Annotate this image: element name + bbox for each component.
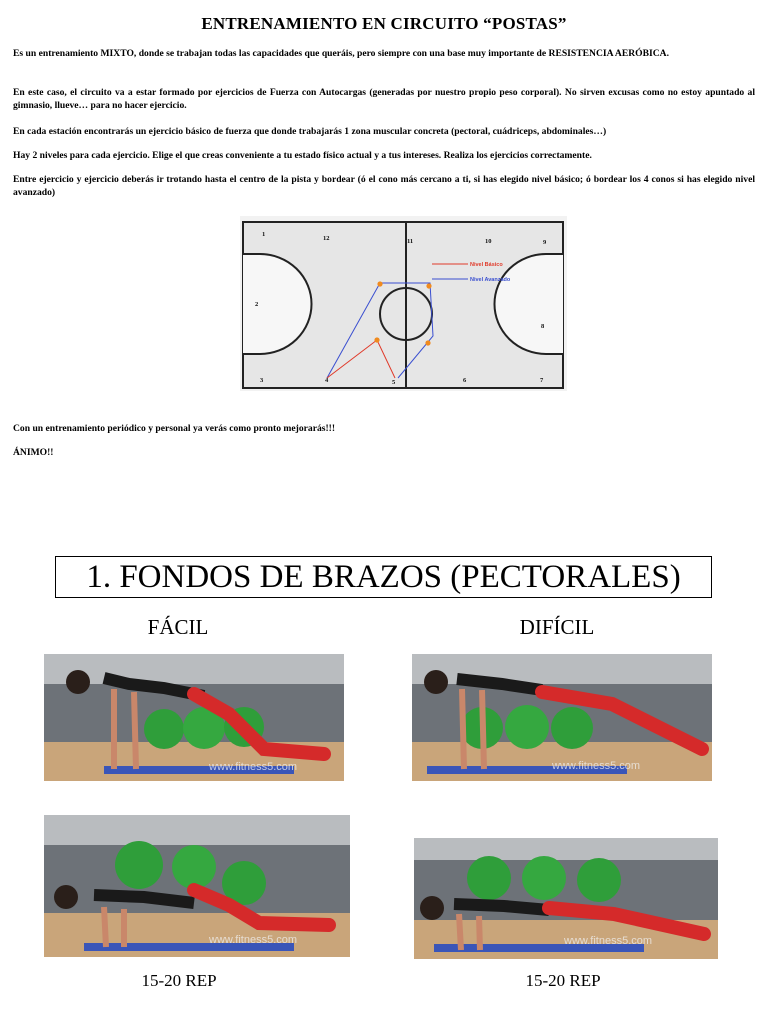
station-number: 12 <box>323 235 330 242</box>
cone-marker <box>377 281 382 286</box>
closing-line: Con un entrenamiento periódico y personal ya verás como pronto mejorarás!!! <box>13 423 336 434</box>
legend-basic-label: Nivel Básico <box>470 262 503 268</box>
station-number: 11 <box>407 238 414 245</box>
closing-cheer: ÁNIMO!! <box>13 447 54 458</box>
court-diagram-svg <box>240 216 567 391</box>
hard-level-label: DIFÍCIL <box>519 615 595 639</box>
easy-level-label: FÁCIL <box>147 615 209 639</box>
intro-paragraph-2: En este caso, el circuito va a estar formado por ejercicios de Fuerza con Autocargas (generadas por nuestro propio peso corporal). No sirven excusas como no estoy apuntado al gimnasio, llueve… para no hacer ejercicio. <box>13 87 755 111</box>
station-number: 2 <box>255 301 259 308</box>
court-diagram <box>240 216 567 391</box>
station-number: 9 <box>543 239 547 246</box>
cone-marker <box>374 337 379 342</box>
intro-paragraph-5: Entre ejercicio y ejercicio deberás ir trotando hasta el centro de la pista y bordear (ó el cono más cercano a ti, si has elegido nivel básico; ó bordear los 4 conos si has elegido nivel avanzado) <box>13 174 755 198</box>
station-number: 8 <box>541 323 545 330</box>
exercise-photo-easy-up <box>44 654 344 781</box>
photo-watermark: www.fitness5.com <box>552 760 641 772</box>
intro-paragraph-3: En cada estación encontrarás un ejercicio básico de fuerza que donde trabajarás 1 zona muscular concreta (pectoral, cuádriceps, abdominales…) <box>13 126 607 137</box>
station-number: 5 <box>392 379 396 386</box>
exercise-title: 1. FONDOS DE BRAZOS (PECTORALES) <box>55 556 712 598</box>
station-number: 10 <box>485 238 492 245</box>
hard-reps: 15-20 REP <box>525 971 601 990</box>
station-number: 6 <box>463 377 467 384</box>
exercise-photo-hard-down <box>414 838 718 959</box>
intro-paragraph-4: Hay 2 niveles para cada ejercicio. Elige el que creas conveniente a tu estado físico actual y a tus intereses. Realiza los ejercicios correctamente. <box>13 150 592 161</box>
exercise-photo-hard-up <box>412 654 712 781</box>
station-number: 7 <box>540 377 544 384</box>
photo-watermark: www.fitness5.com <box>209 761 298 773</box>
cone-marker <box>425 340 430 345</box>
photo-watermark: www.fitness5.com <box>564 935 653 947</box>
page-title: ENTRENAMIENTO EN CIRCUITO “POSTAS” <box>201 14 567 33</box>
station-number: 4 <box>325 377 329 384</box>
legend-advanced-label: Nivel Avanzado <box>470 277 511 283</box>
easy-reps: 15-20 REP <box>141 971 217 990</box>
exercise-photo-easy-down <box>44 815 350 957</box>
intro-paragraph-1: Es un entrenamiento MIXTO, donde se trabajan todas las capacidades que queráis, pero siempre con una base muy importante de RESISTENCIA AERÓBICA. <box>13 48 670 59</box>
station-number: 1 <box>262 231 266 238</box>
station-number: 3 <box>260 377 264 384</box>
cone-marker <box>426 283 431 288</box>
photo-watermark: www.fitness5.com <box>209 934 298 946</box>
